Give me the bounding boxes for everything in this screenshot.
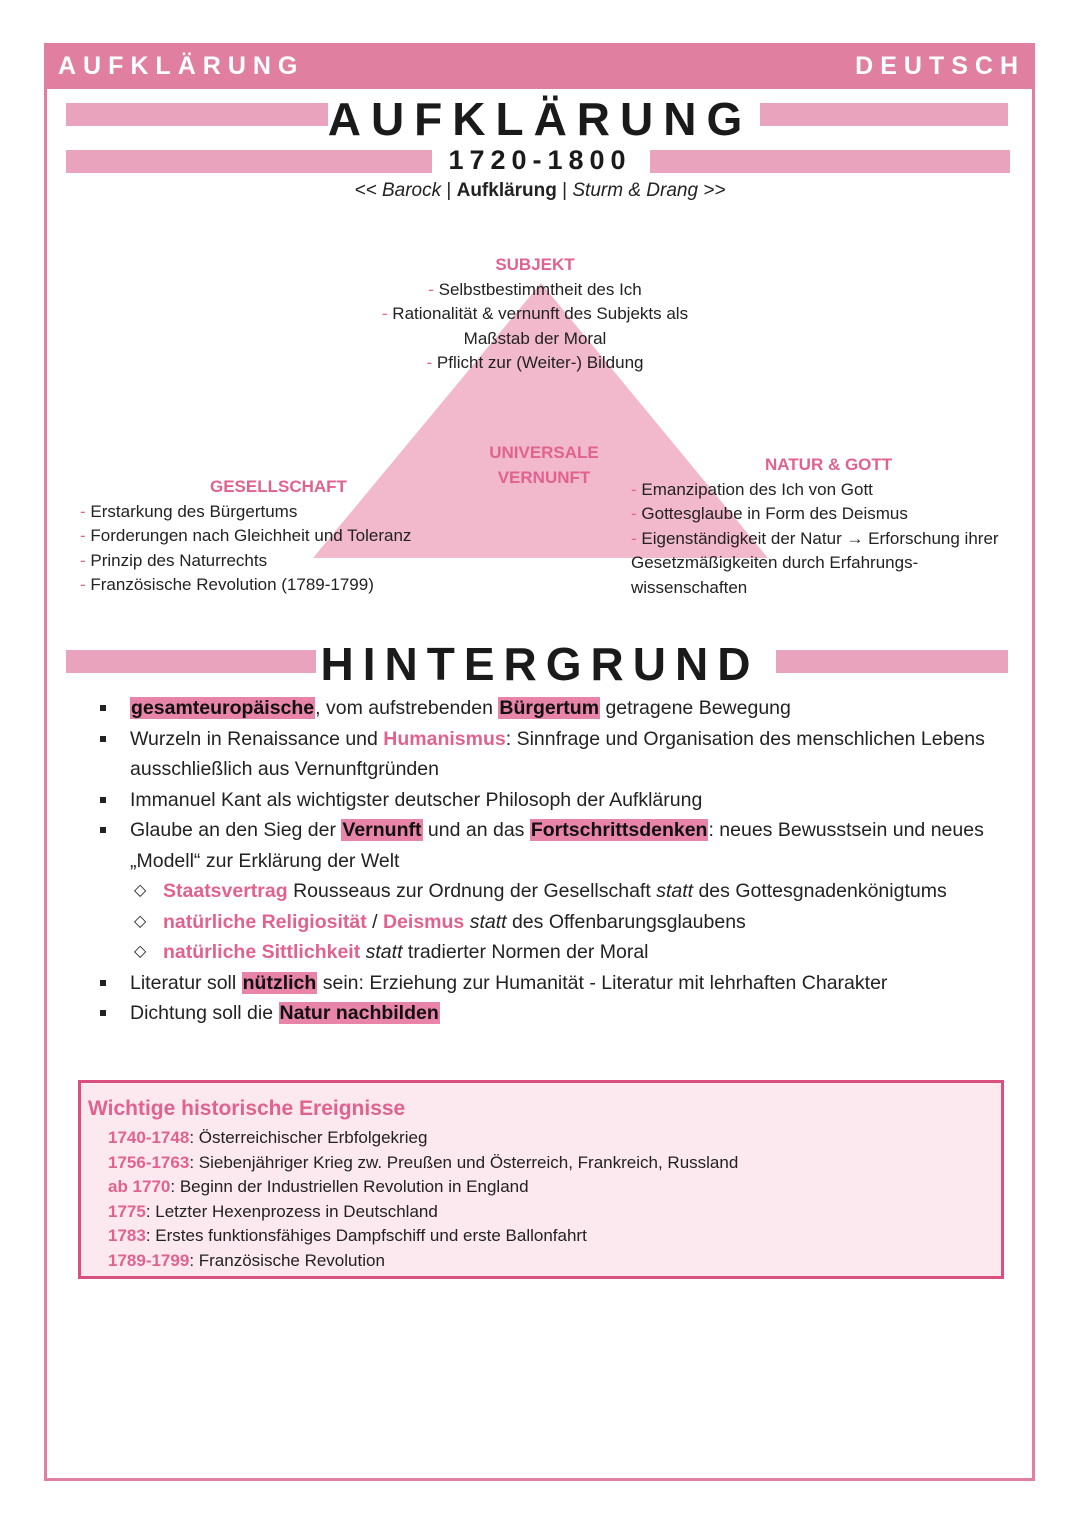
list-item: Immanuel Kant als wichtigster deutscher Philosoph der Aufklärung	[100, 785, 1020, 816]
event-item: 1756-1763: Siebenjähriger Krieg zw. Preußen und Österreich, Frankreich, Russland	[108, 1152, 739, 1172]
subjekt-item: - Selbstbestimmtheit des Ich	[428, 279, 642, 299]
subjekt-block	[300, 253, 770, 376]
event-item: 1783: Erstes funktionsfähiges Dampfschiff und erste Ballonfahrt	[108, 1226, 587, 1245]
header-left-label: AUFKLÄRUNG	[58, 52, 305, 80]
period: 1720-1800	[448, 145, 632, 175]
epoch-prev: << Barock	[354, 180, 442, 201]
sub-list-item: ◇ natürliche Religiosität / Deismus statt des Offenbarungsglaubens	[134, 910, 746, 933]
gesellschaft-item: - Erstarkung des Bürgertums	[80, 501, 298, 521]
event-item: 1789-1799: Französische Revolution	[108, 1250, 385, 1270]
events-list	[108, 1126, 738, 1273]
sub-list-item: ◇ natürliche Sittlichkeit statt tradierter Normen der Moral	[134, 941, 649, 963]
center-line-2: VERNUNFT	[497, 467, 591, 487]
header-right-label: DEUTSCH	[855, 52, 1025, 80]
gesellschaft-item: - Französische Revolution (1789-1799)	[80, 575, 374, 594]
events-title: Wichtige historische Ereignisse	[88, 1097, 406, 1120]
list-item: Glaube an den Sieg der Vernunft und an das Fortschrittsdenken: neues Bewusstsein und neues „Modell“ zur Erklärung der Welt ◇ Staatsvertrag Rousseaus zur Ordnung der Gesellschaft statt des Gottesgnadenkönigtums ◇ natürliche Religiosität / Deismus statt des Offenbarungsglaubens ◇ natürliche Sittlichkeit statt tradierter Normen der Moral	[100, 815, 1020, 968]
epoch-separator: |	[562, 180, 568, 201]
triangle-center-label	[470, 441, 618, 490]
natur-item: - Gottesglaube in Form des Deismus	[631, 504, 908, 523]
natur-item: wissenschaften	[631, 577, 748, 597]
natur-item: - Eigenständigkeit der Natur → Erforschung ihrer	[631, 528, 999, 548]
epoch-next: Sturm & Drang >>	[572, 180, 726, 201]
hintergrund-title: HINTERGRUND	[320, 638, 760, 690]
subjekt-item: - Pflicht zur (Weiter-) Bildung	[426, 353, 644, 372]
gesellschaft-item: - Forderungen nach Gleichheit und Toleranz	[80, 526, 412, 545]
page-title: AUFKLÄRUNG	[327, 93, 753, 145]
center-line-1: UNIVERSALE	[489, 443, 599, 462]
natur-block	[631, 453, 1031, 600]
gesellschaft-item: - Prinzip des Naturrechts	[80, 550, 268, 570]
subjekt-item: - Rationalität & vernunft des Subjekts als	[381, 304, 689, 323]
list-item: Literatur soll nützlich sein: Erziehung zur Humanität - Literatur mit lehrhaften Charakter	[100, 968, 1020, 999]
list-item: Wurzeln in Renaissance und Humanismus: Sinnfrage und Organisation des menschlichen Lebens ausschließlich aus Vernunftgründen	[100, 724, 1020, 785]
event-item: ab 1770: Beginn der Industriellen Revolution in England	[108, 1177, 529, 1196]
gesellschaft-title: GESELLSCHAFT	[210, 477, 347, 496]
subjekt-title: SUBJEKT	[495, 255, 575, 274]
event-item: 1740-1748: Österreichischer Erbfolgekrieg	[108, 1128, 428, 1147]
list-item: Dichtung soll die Natur nachbilden	[100, 998, 1020, 1029]
sub-list-item: ◇ Staatsvertrag Rousseaus zur Ordnung der Gesellschaft statt des Gottesgnadenkönigtums	[134, 880, 947, 902]
subjekt-item: Maßstab der Moral	[463, 328, 607, 348]
epoch-separator: |	[446, 180, 452, 201]
natur-item: - Emanzipation des Ich von Gott	[631, 479, 873, 499]
gesellschaft-block	[80, 475, 480, 598]
natur-title: NATUR & GOTT	[765, 455, 893, 474]
epoch-current: Aufklärung	[456, 180, 557, 201]
hintergrund-list	[100, 693, 1020, 1029]
natur-item: Gesetzmäßigkeiten durch Erfahrungs-	[631, 553, 919, 572]
events-box	[78, 1080, 1004, 1279]
event-item: 1775: Letzter Hexenprozess in Deutschland	[108, 1201, 438, 1221]
list-item: gesamteuropäische, vom aufstrebenden Bürgertum getragene Bewegung	[100, 693, 1020, 724]
